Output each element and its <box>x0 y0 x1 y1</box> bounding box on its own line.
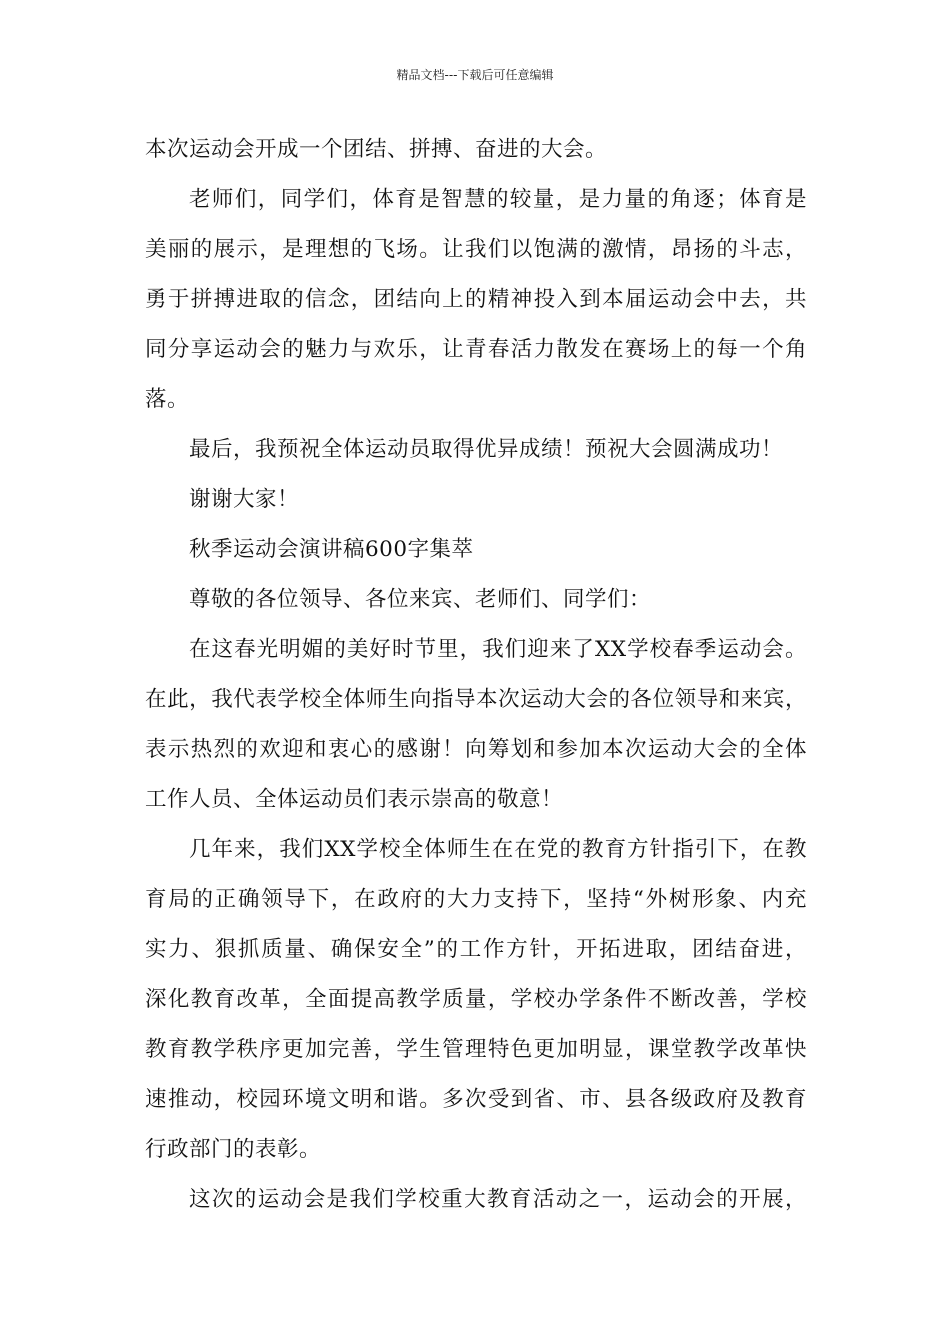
text-line: 育局的正确领导下，在政府的大力支持下，坚持“外树形象、内充 <box>145 887 807 912</box>
text-line: 同分享运动会的魅力与欢乐，让青春活力散发在赛场上的每一个角 <box>145 337 807 362</box>
text-line: 几年来，我们XX学校全体师生在在党的教育方针指引下，在教 <box>189 837 807 862</box>
text-line: 深化教育改革，全面提高教学质量，学校办学条件不断改善，学校 <box>145 987 807 1012</box>
text-line: 本次运动会开成一个团结、拼搏、奋进的大会。 <box>145 137 608 162</box>
text-line: 尊敬的各位领导、各位来宾、老师们、同学们： <box>189 587 652 612</box>
text-line: 美丽的展示，是理想的飞场。让我们以饱满的激情，昂扬的斗志， <box>145 237 807 262</box>
text-line: 老师们，同学们，体育是智慧的较量，是力量的角逐；体育是 <box>189 187 807 212</box>
text-line: 最后，我预祝全体运动员取得优异成绩！预祝大会圆满成功！ <box>189 437 784 462</box>
text-line: 教育教学秩序更加完善，学生管理特色更加明显，课堂教学改革快 <box>145 1037 807 1062</box>
text-line: 表示热烈的欢迎和衷心的感谢！向筹划和参加本次运动大会的全体 <box>145 737 807 762</box>
text-line: 勇于拼搏进取的信念，团结向上的精神投入到本届运动会中去，共 <box>145 287 807 312</box>
text-line: 工作人员、全体运动员们表示崇高的敬意！ <box>145 787 564 812</box>
text-line: 落。 <box>145 387 190 412</box>
text-line: 在此，我代表学校全体师生向指导本次运动大会的各位领导和来宾， <box>145 687 807 712</box>
document-body <box>145 125 807 1225</box>
text-line: 谢谢大家！ <box>189 487 300 512</box>
text-line: 实力、狠抓质量、确保安全”的工作方针，开拓进取，团结奋进， <box>145 937 807 962</box>
text-line: 速推动，校园环境文明和谐。多次受到省、市、县各级政府及教育 <box>145 1087 807 1112</box>
page-header: 精品文档---下载后可任意编辑 <box>396 68 554 82</box>
text-line: 在这春光明媚的美好时节里，我们迎来了XX学校春季运动会。 <box>189 637 807 662</box>
text-line: 秋季运动会演讲稿600字集萃 <box>189 537 474 562</box>
text-line: 这次的运动会是我们学校重大教育活动之一，运动会的开展， <box>189 1187 807 1212</box>
text-line: 行政部门的表彰。 <box>145 1137 322 1162</box>
